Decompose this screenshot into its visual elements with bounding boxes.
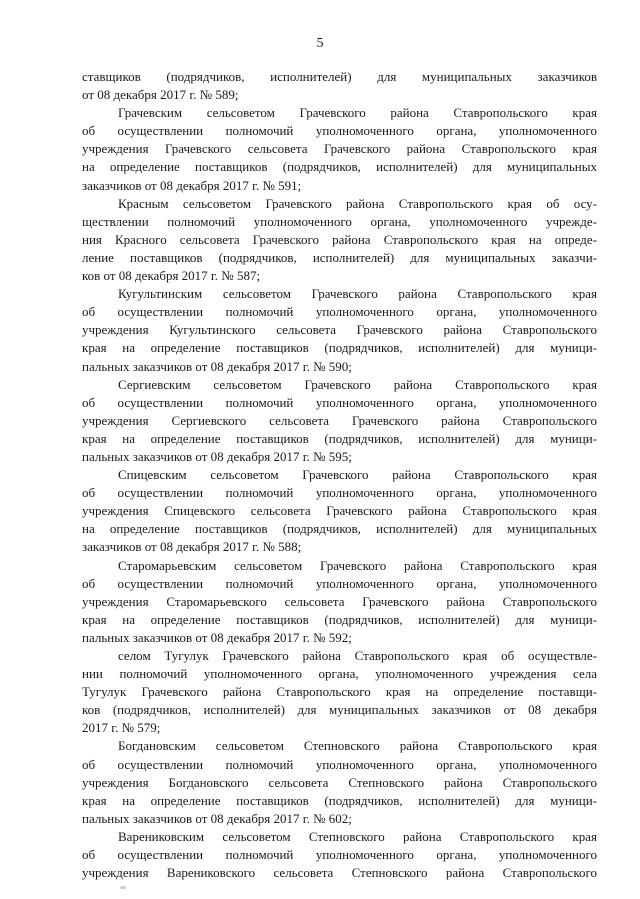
- text-line: края на определение поставщиков (подрядчиков, исполнителей) для муници-: [82, 611, 597, 627]
- text-line: ков от 08 декабря 2017 г. № 587;: [82, 268, 261, 284]
- text-line: Красным сельсоветом Грачевского района Ставропольского края об осу-: [118, 195, 597, 211]
- text-line: учреждения Старомарьевского сельсовета Грачевского района Ставропольского: [82, 593, 597, 609]
- text-line: об осуществлении полномочий уполномоченного органа, уполномоченного: [82, 394, 597, 410]
- page-number: 5: [316, 36, 324, 51]
- text-line: об осуществлении полномочий уполномоченного органа, уполномоченного: [82, 847, 597, 863]
- document-body: [82, 68, 597, 882]
- text-line: Старомарьевским сельсоветом Грачевского района Ставропольского края: [118, 557, 597, 573]
- paragraph: [82, 195, 597, 285]
- paragraph: [82, 737, 597, 827]
- text-line: Тугулук Грачевского района Ставропольского края на определение поставщи-: [82, 684, 597, 700]
- paragraph: [82, 285, 597, 375]
- text-line: Богдановским сельсоветом Степновского района Ставропольского края: [118, 738, 597, 754]
- text-line: заказчиков от 08 декабря 2017 г. № 591;: [82, 177, 302, 193]
- text-line: учреждения Грачевского сельсовета Грачевского района Ставропольского края: [82, 141, 597, 157]
- paragraph: [82, 104, 597, 194]
- text-line: пальных заказчиков от 08 декабря 2017 г. № 590;: [82, 358, 352, 374]
- paragraph: [82, 828, 597, 882]
- text-line: края на определение поставщиков (подрядчиков, исполнителей) для муници-: [82, 430, 597, 446]
- text-line: края на определение поставщиков (подрядчиков, исполнителей) для муници-: [82, 340, 597, 356]
- text-line: учреждения Спицевского сельсовета Грачевского района Ставропольского края: [82, 503, 597, 519]
- text-line: заказчиков от 08 декабря 2017 г. № 588;: [82, 539, 302, 555]
- text-line: Грачевским сельсоветом Грачевского района Ставропольского края: [118, 105, 597, 121]
- paragraph: [82, 68, 597, 104]
- text-line: ния Красного сельсовета Грачевского района Ставропольского края на опреде-: [82, 231, 597, 247]
- text-line: пальных заказчиков от 08 декабря 2017 г. № 592;: [82, 629, 352, 645]
- text-line: от 08 декабря 2017 г. № 589;: [82, 87, 239, 103]
- text-line: 2017 г. № 579;: [82, 720, 161, 736]
- text-line: Кугультинским сельсоветом Грачевского района Ставропольского края: [118, 286, 597, 302]
- text-line: Сергиевским сельсоветом Грачевского района Ставропольского края: [118, 376, 597, 392]
- text-line: об осуществлении полномочий уполномоченного органа, уполномоченного: [82, 304, 597, 320]
- text-line: ков (подрядчиков, исполнителей) для муниципальных заказчиков от 08 декабря: [82, 702, 597, 718]
- text-line: ление поставщиков (подрядчиков, исполнителей) для муниципальных заказчи-: [82, 249, 597, 265]
- text-line: учреждения Кугультинского сельсовета Грачевского района Ставропольского: [82, 322, 597, 338]
- text-line: об осуществлении полномочий уполномоченного органа, уполномоченного: [82, 575, 597, 591]
- paragraph: [82, 376, 597, 466]
- text-line: нии полномочий уполномоченного органа, уполномоченного учреждения села: [82, 666, 597, 682]
- text-line: Варениковским сельсоветом Степновского района Ставропольского края: [118, 828, 597, 844]
- paragraph: [82, 466, 597, 556]
- paragraph: [82, 647, 597, 737]
- text-line: об осуществлении полномочий уполномоченного органа, уполномоченного: [82, 485, 597, 501]
- text-line: на определение поставщиков (подрядчиков, исполнителей) для муниципальных: [82, 159, 597, 175]
- text-line: края на определение поставщиков (подрядчиков, исполнителей) для муници-: [82, 792, 597, 808]
- text-line: на определение поставщиков (подрядчиков, исполнителей) для муниципальных: [82, 521, 597, 537]
- text-line: селом Тугулук Грачевского района Ставропольского края об осуществле-: [118, 648, 597, 663]
- text-line: об осуществлении полномочий уполномоченного органа, уполномоченного: [82, 123, 597, 139]
- text-line: об осуществлении полномочий уполномоченного органа, уполномоченного: [82, 756, 597, 772]
- text-line: учреждения Сергиевского сельсовета Грачевского района Ставропольского: [82, 412, 597, 428]
- scan-artifact: [120, 886, 126, 889]
- text-line: ществлении полномочий уполномоченного органа, уполномоченного учрежде-: [82, 213, 597, 229]
- text-line: Спицевским сельсоветом Грачевского района Ставропольского края: [118, 467, 597, 483]
- text-line: учреждения Варениковского сельсовета Степновского района Ставропольского: [82, 865, 597, 881]
- text-line: ставщиков (подрядчиков, исполнителей) для муниципальных заказчиков: [82, 69, 597, 84]
- text-line: пальных заказчиков от 08 декабря 2017 г. № 602;: [82, 810, 352, 826]
- paragraph: [82, 557, 597, 647]
- text-line: учреждения Богдановского сельсовета Степновского района Ставропольского: [82, 774, 597, 790]
- text-line: пальных заказчиков от 08 декабря 2017 г. № 595;: [82, 448, 352, 464]
